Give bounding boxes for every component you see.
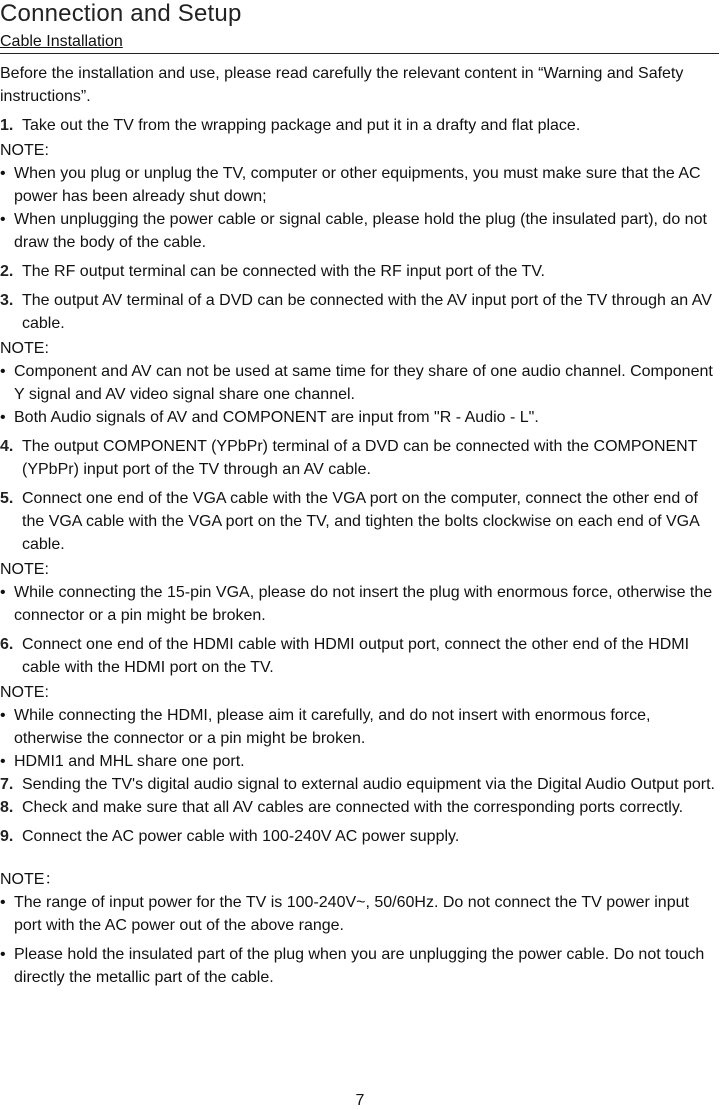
note-block <box>0 681 720 773</box>
bullet-icon: • <box>0 753 6 770</box>
section-heading <box>0 33 719 54</box>
bullet-icon: • <box>0 409 6 426</box>
note-item: • While connecting the HDMI, please aim it carefully, and do not insert with enormous force, otherwise the connector or a pin might be broken. <box>0 704 720 750</box>
bullet-icon: • <box>0 946 6 963</box>
note-label: NOTE: <box>0 684 49 701</box>
note-label: NOTE: <box>0 561 49 578</box>
step-number: 5. <box>0 490 14 507</box>
step-number: 9. <box>0 828 14 845</box>
step-text: The output COMPONENT (YPbPr) terminal of a DVD can be connected with the COMPONENT (YPbPr) input port of the TV through an AV cable. <box>22 438 698 478</box>
bullet-icon: • <box>0 894 6 911</box>
step-2 <box>0 260 720 283</box>
note-item: • When unplugging the power cable or signal cable, please hold the plug (the insulated part), do not draw the body of the cable. <box>0 208 720 254</box>
bullet-icon: • <box>0 584 6 601</box>
section-title: Cable Installation <box>0 33 123 50</box>
step-text: Sending the TV's digital audio signal to external audio equipment via the Digital Audio Output port. <box>22 776 715 793</box>
note-item: • When you plug or unplug the TV, computer or other equipments, you must make sure that the AC power has been already shut down; <box>0 162 720 208</box>
note-label: NOTE: <box>0 142 49 159</box>
note-block <box>0 558 720 627</box>
step-number: 7. <box>0 776 14 793</box>
step-number: 2. <box>0 263 14 280</box>
step-number: 1. <box>0 117 14 134</box>
step-text: Connect the AC power cable with 100-240V AC power supply. <box>22 828 460 845</box>
note-block <box>0 337 720 429</box>
note-item: • The range of input power for the TV is 100-240V~, 50/60Hz. Do not connect the TV power input port with the AC power out of the above range. <box>0 891 720 937</box>
step-9 <box>0 825 720 848</box>
step-text: Connect one end of the HDMI cable with HDMI output port, connect the other end of the HDMI cable with the HDMI port on the TV. <box>22 636 690 676</box>
bullet-icon: • <box>0 165 6 182</box>
step-1 <box>0 114 720 137</box>
step-5 <box>0 487 720 556</box>
note-item: • Component and AV can not be used at same time for they share of one audio channel. Component Y signal and AV video signal share one channel. <box>0 360 720 406</box>
note-block <box>0 139 720 254</box>
note-item: • Both Audio signals of AV and COMPONENT are input from "R - Audio - L". <box>0 406 720 429</box>
step-text: The RF output terminal can be connected with the RF input port of the TV. <box>22 263 545 280</box>
bullet-icon: • <box>0 707 6 724</box>
step-text: Take out the TV from the wrapping package and put it in a drafty and flat place. <box>22 117 581 134</box>
content-body <box>0 62 720 989</box>
step-text: Connect one end of the VGA cable with the VGA port on the computer, connect the other end of the VGA cable with the VGA port on the TV, and tighten the bolts clockwise on each end of VGA cable. <box>22 490 699 553</box>
page-title: Connection and Setup <box>0 0 242 27</box>
step-number: 8. <box>0 799 14 816</box>
step-8 <box>0 796 720 819</box>
note-item: • HDMI1 and MHL share one port. <box>0 750 720 773</box>
step-6 <box>0 633 720 679</box>
step-number: 6. <box>0 636 14 653</box>
note-item: • Please hold the insulated part of the plug when you are unplugging the power cable. Do not touch directly the metallic part of the cable. <box>0 943 720 989</box>
note-label: NOTE: <box>0 340 49 357</box>
step-text: The output AV terminal of a DVD can be connected with the AV input port of the TV through an AV cable. <box>22 292 712 332</box>
note-item: • While connecting the 15-pin VGA, please do not insert the plug with enormous force, otherwise the connector or a pin might be broken. <box>0 581 720 627</box>
note-block <box>0 868 720 989</box>
bullet-icon: • <box>0 363 6 380</box>
step-4 <box>0 435 720 481</box>
step-number: 3. <box>0 292 14 309</box>
page-number: 7 <box>355 1092 365 1109</box>
step-text: Check and make sure that all AV cables are connected with the corresponding ports correctly. <box>22 799 684 816</box>
step-3 <box>0 289 720 335</box>
step-7 <box>0 773 720 796</box>
bullet-icon: • <box>0 211 6 228</box>
step-number: 4. <box>0 438 14 455</box>
note-label: NOTE： <box>0 871 61 888</box>
intro-paragraph: Before the installation and use, please read carefully the relevant content in “Warning and Safety instructions”. <box>0 65 684 105</box>
